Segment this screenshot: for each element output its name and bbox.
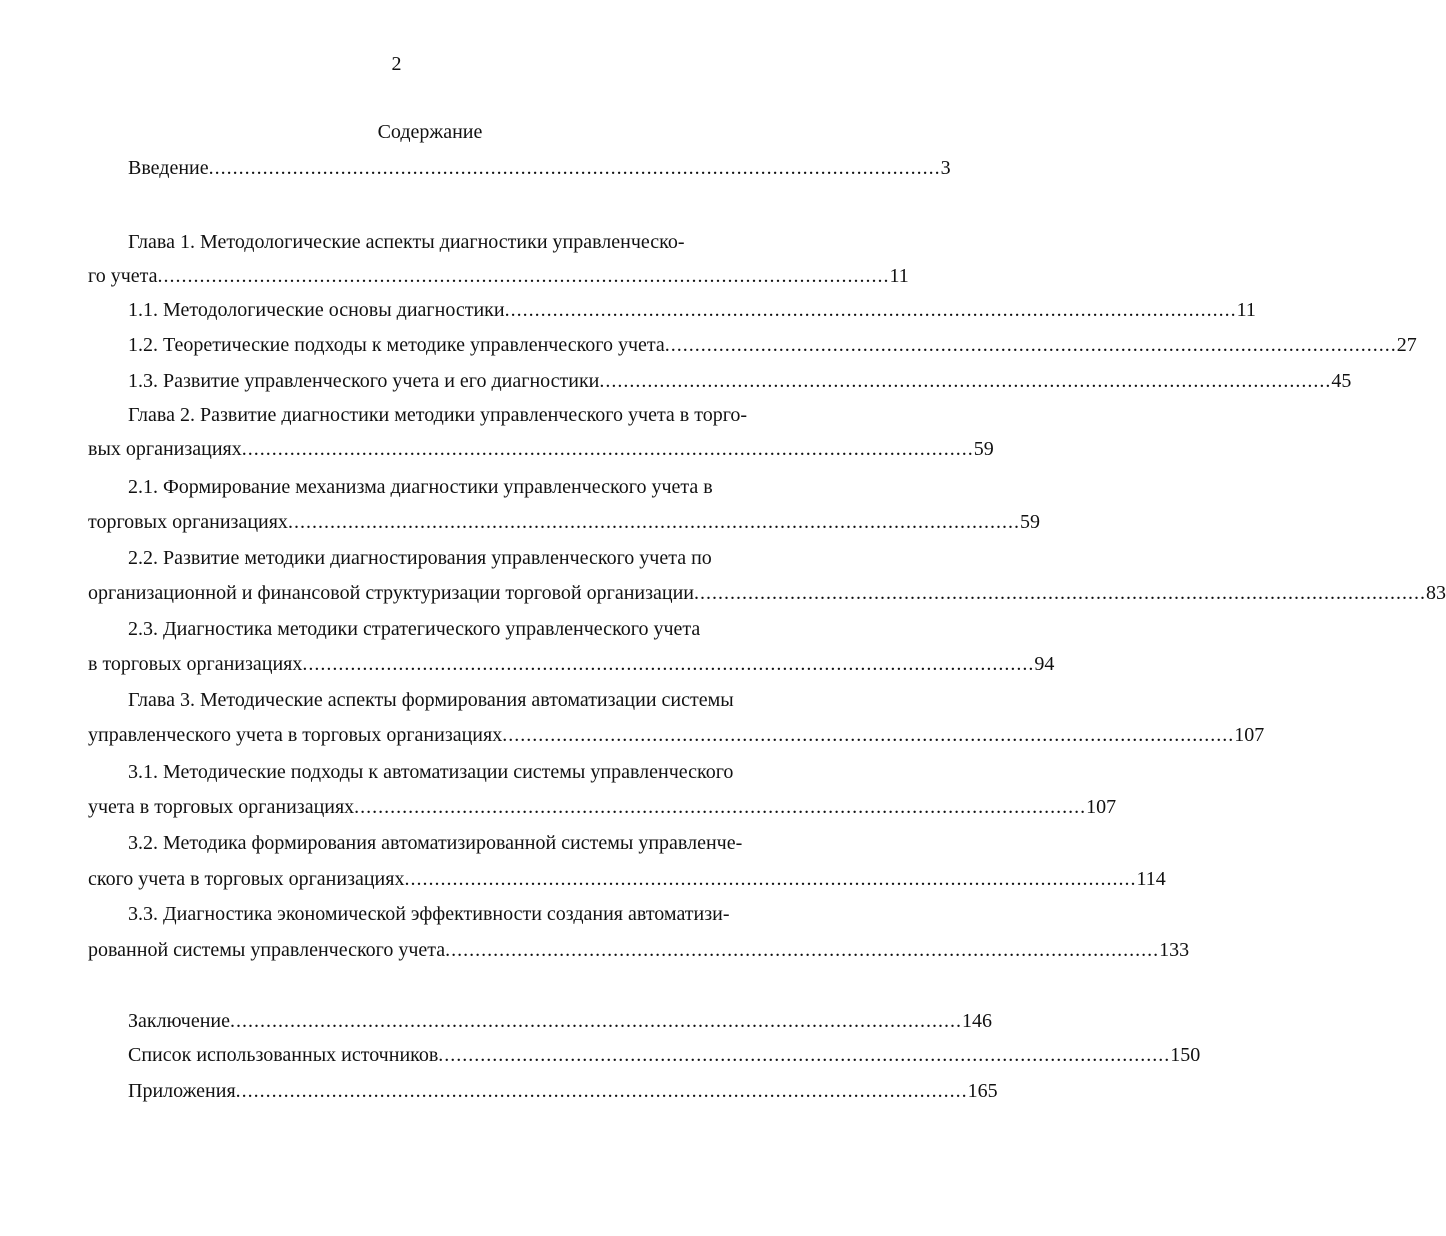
toc-page: 59 xyxy=(1019,511,1040,533)
toc-entry-chapter-3: Глава 3. Методические аспекты формирования автоматизации системы xyxy=(128,689,734,711)
toc-label: учета в торговых организациях xyxy=(88,796,355,818)
toc-entry-section-3-3-cont: рованной системы управленческого учета ....................................................................................................................... 133 xyxy=(88,939,1190,961)
toc-page: 83 xyxy=(1426,582,1446,604)
toc-page: 165 xyxy=(967,1080,998,1102)
toc-label: рованной системы управленческого учета xyxy=(88,939,446,961)
toc-label: вых организациях xyxy=(88,438,242,460)
toc-entry-section-3-2: 3.2. Методика формирования автоматизированной системы управленче- xyxy=(128,832,743,854)
toc-entry-section-1-2: 1.2. Теоретические подходы к методике управленческого учета .......................................................................................................................... 27 xyxy=(128,334,1417,356)
toc-label: го учета xyxy=(88,265,158,287)
toc-page: 107 xyxy=(1086,796,1117,818)
toc-page: 45 xyxy=(1331,370,1352,392)
toc-entry-section-1-3: 1.3. Развитие управленческого учета и его диагностики .......................................................................................................................... 45 xyxy=(128,370,1352,392)
toc-entry-chapter-1-cont: го учета .......................................................................................................................... 11 xyxy=(88,265,909,287)
toc-label: 1.2. Теоретические подходы к методике управленческого учета xyxy=(128,334,665,356)
toc-entry-section-1-1: 1.1. Методологические основы диагностики .......................................................................................................................... 11 xyxy=(128,299,1256,321)
toc-page: 107 xyxy=(1234,724,1265,746)
toc-entry-conclusion: Заключение .......................................................................................................................... 146 xyxy=(128,1010,992,1032)
toc-page: 27 xyxy=(1396,334,1417,356)
toc-label: Введение xyxy=(128,157,209,179)
toc-label: 1.3. Развитие управленческого учета и его диагностики xyxy=(128,370,600,392)
toc-entry-section-2-2-cont: организационной и финансовой структуризации торговой организации .......................................................................................................................... 83 xyxy=(88,582,1446,604)
toc-entry-section-3-1: 3.1. Методические подходы к автоматизации системы управленческого xyxy=(128,761,734,783)
toc-entry-section-2-1-cont: торговых организациях .......................................................................................................................... 59 xyxy=(88,511,1040,533)
toc-page: 133 xyxy=(1159,939,1190,961)
toc-label: в торговых организациях xyxy=(88,653,303,675)
toc-label: Заключение xyxy=(128,1010,230,1032)
toc-entry-chapter-3-cont: управленческого учета в торговых организациях .......................................................................................................................... 107 xyxy=(88,724,1265,746)
toc-entry-intro: Введение .......................................................................................................................... 3 xyxy=(128,157,951,179)
toc-page: 11 xyxy=(1236,299,1256,321)
toc-entry-chapter-1: Глава 1. Методологические аспекты диагностики управленческо- xyxy=(128,231,685,253)
toc-page: 3 xyxy=(940,157,951,179)
toc-entry-sources: Список использованных источников .......................................................................................................................... 150 xyxy=(128,1044,1201,1066)
toc-page: 94 xyxy=(1034,653,1055,675)
page-number: 2 xyxy=(391,53,402,75)
toc-page: 11 xyxy=(889,265,909,287)
toc-page: 150 xyxy=(1170,1044,1201,1066)
toc-label: торговых организациях xyxy=(88,511,288,533)
toc-page: 59 xyxy=(973,438,994,460)
toc-entry-section-2-3: 2.3. Диагностика методики стратегического управленческого учета xyxy=(128,618,701,640)
toc-label: ского учета в торговых организациях xyxy=(88,868,405,890)
toc-label: 1.1. Методологические основы диагностики xyxy=(128,299,505,321)
toc-heading: Содержание xyxy=(377,121,483,143)
toc-entry-section-3-3: 3.3. Диагностика экономической эффективности создания автоматизи- xyxy=(128,903,730,925)
toc-page: 114 xyxy=(1136,868,1166,890)
toc-entry-section-2-1: 2.1. Формирование механизма диагностики управленческого учета в xyxy=(128,476,713,498)
toc-entry-section-2-3-cont: в торговых организациях .......................................................................................................................... 94 xyxy=(88,653,1055,675)
toc-entry-section-3-2-cont: ского учета в торговых организациях .......................................................................................................................... 114 xyxy=(88,868,1166,890)
toc-label: организационной и финансовой структуризации торговой организации xyxy=(88,582,694,604)
toc-entry-section-3-1-cont: учета в торговых организациях .......................................................................................................................... 107 xyxy=(88,796,1117,818)
toc-entry-appendix: Приложения .......................................................................................................................... 165 xyxy=(128,1080,998,1102)
toc-entry-chapter-2-cont: вых организациях .......................................................................................................................... 59 xyxy=(88,438,994,460)
toc-label: Список использованных источников xyxy=(128,1044,439,1066)
toc-label: управленческого учета в торговых организациях xyxy=(88,724,503,746)
toc-entry-section-2-2: 2.2. Развитие методики диагностирования управленческого учета по xyxy=(128,547,712,569)
toc-entry-chapter-2: Глава 2. Развитие диагностики методики управленческого учета в торго- xyxy=(128,404,748,426)
toc-label: Приложения xyxy=(128,1080,236,1102)
toc-page: 146 xyxy=(962,1010,992,1032)
